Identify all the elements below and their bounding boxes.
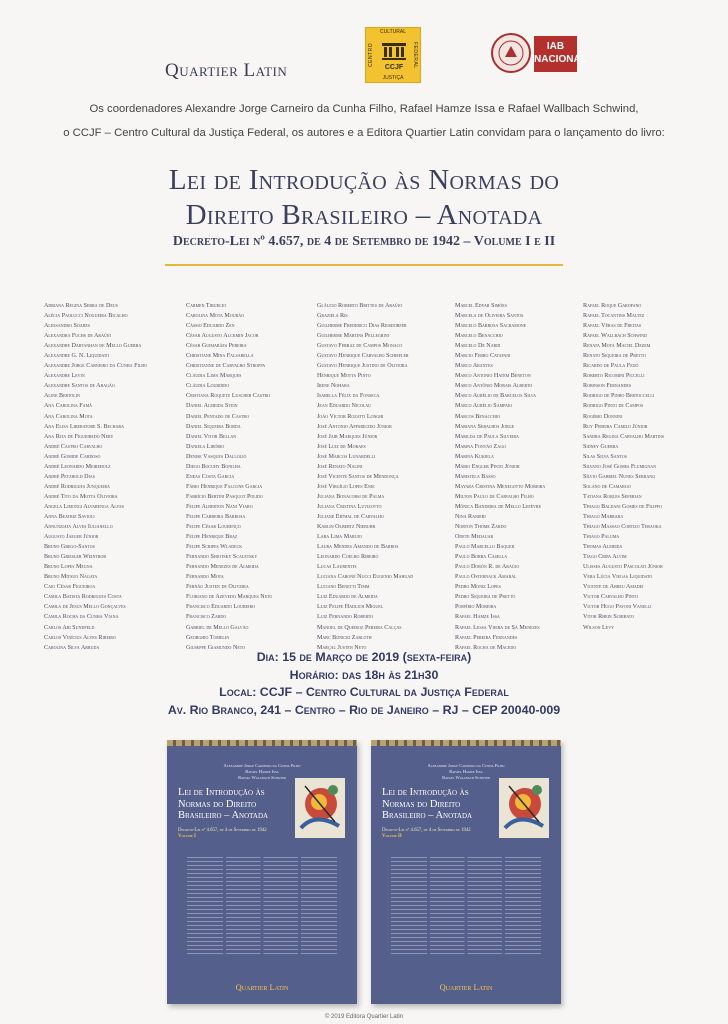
author-name: Mônica Bandeira de Mello Lefèvre: [455, 503, 542, 510]
author-name: Ana Elisa Liberatore S. Bechara: [44, 423, 124, 430]
author-name: Leonardo Coelho Ribeiro: [317, 554, 379, 561]
author-name: Christianne de Carvalho Stroppa: [186, 363, 266, 370]
event-details: [80, 649, 648, 719]
author-name: Renato Siqueira de Pretto: [583, 353, 647, 360]
author-name: Odete Medauar: [455, 534, 494, 541]
author-name: Cláudia Lourdido: [186, 383, 230, 390]
author-name: Luciano Benetti Timm: [317, 584, 370, 591]
author-name: Bruno Grego-Santos: [44, 544, 95, 551]
author-name: Rafael Lessa Vieira de Sá Menezes: [455, 624, 540, 631]
event-time: Horário: das 18h às 21h30: [289, 667, 439, 682]
author-name: Juliana Cristina Luvizotto: [317, 503, 382, 510]
author-name: Cristiana Roquete Luscher Castro: [186, 393, 271, 400]
author-name: Thiago Paluma: [583, 534, 620, 541]
author-name: Fernando Mota: [186, 574, 224, 581]
author-name: Rafael Véras de Freitas: [583, 323, 642, 330]
author-name: Marcel Edvar Simões: [455, 303, 507, 309]
quartier-latin-logo: Quartier Latin: [165, 60, 288, 81]
author-name: Caio César Figueiroa: [44, 584, 96, 591]
book-title-line-1: Lei de Introdução às Normas do: [168, 164, 560, 196]
author-name: Eneas Costa Garcia: [186, 473, 235, 480]
author-name: Augusto Jaeger Júnior: [44, 534, 99, 541]
author-name: Solano de Camargo: [583, 483, 631, 490]
author-name: Felipe Henrique Braz: [186, 534, 238, 541]
author-name: Ulisses Augusto Pascolati Júnior: [583, 564, 663, 571]
cover-publisher: Quartier Latin: [439, 982, 493, 992]
author-name: Robinson Fernandes: [583, 383, 632, 390]
cover-volume: Volume II: [382, 834, 402, 839]
author-name: Guilherme Frederico Dias Reisdorfer: [317, 323, 407, 330]
author-column-3: [317, 301, 413, 653]
author-name: Alexandre G. N. Liquidato: [44, 353, 110, 360]
author-name: Mayara Cristina Menegotto Moreira: [455, 483, 546, 490]
author-name: Norton Thome Zardo: [455, 524, 507, 531]
author-name: Camila Rocha da Cunha Viana: [44, 614, 119, 621]
author-name: Adriana Regina Serra de Deus: [44, 303, 118, 309]
author-name: Fernando Menezes de Almeida: [186, 564, 259, 571]
author-name: César Guimarães Pereira: [186, 343, 247, 350]
author-name: Ana Carolina Famá: [44, 403, 93, 410]
author-name: Lara Lima Marujo: [317, 534, 363, 541]
author-name: Marco Aurélio Sampaio: [455, 403, 513, 410]
cover-title-line-1: Lei de Introdução às: [382, 787, 469, 798]
author-name: Roberto Ricomini Piccelli: [583, 373, 645, 380]
author-name: Mariana Sebalhos Jorge: [455, 423, 515, 430]
author-name: André Castro Carvalho: [44, 443, 103, 450]
cover-title: [382, 787, 492, 822]
author-name: Rafael Rocha de Macedo: [455, 644, 517, 651]
author-name: Alexandra Fuchs de Araújo: [44, 333, 112, 340]
author-name: José Vicente Santos de Mendonça: [317, 473, 399, 480]
author-column-4: [455, 301, 545, 653]
author-name: Luciana Carone Nucci Eugenio Mahuad: [317, 574, 414, 581]
author-name: José Marcos Lunardelli: [317, 453, 376, 460]
iab-seal-icon: [491, 33, 531, 73]
cover-top-band: [371, 740, 561, 746]
cover-title-line-3: Brasileiro – Anotada: [382, 810, 473, 821]
author-name: Sandra Regina Carvalho Martins: [583, 433, 665, 440]
author-name: Daniela Libório: [186, 443, 225, 450]
author-name: Felipe Carreira Barbosa: [186, 513, 246, 520]
cover-decree: Decreto-Lei nº 4.657, de 4 de Setembro de 1942: [178, 828, 267, 833]
author-name: César Augusto Alckmin Jacob: [186, 333, 259, 340]
author-name: Marcio Ferro Catapani: [455, 353, 511, 360]
author-name: Luiz Felipe Hadlich Miguel: [317, 604, 384, 611]
author-name: Marcelo Benacchio: [455, 333, 503, 340]
author-name: Henrique Motta Pinto: [317, 373, 371, 380]
author-name: Milton Paulo de Carvalho Filho: [455, 493, 534, 500]
book-cover-volume-2: [371, 740, 561, 1004]
iab-seal-art: [493, 35, 529, 71]
book-subtitle: Decreto-Lei nº 4.657, de 4 de Setembro de 1942 – Volume I e II: [172, 234, 556, 249]
author-name: Rafael Pereira Fernandes: [455, 634, 518, 641]
author-name: Carlos Ari Sundfeld: [44, 624, 95, 631]
author-name: José Antonio Apparecido Júnior: [317, 423, 392, 430]
author-name: Rafael Hamze Issa: [455, 614, 500, 621]
cover-decree: Decreto-Lei nº 4.657, de 4 de Setembro de 1942: [382, 828, 471, 833]
author-name: Luiz Fernando Roberto: [317, 614, 374, 621]
author-name: Christiane Mina Falsarella: [186, 353, 254, 360]
author-name: Felipe Alberton Nani Viaro: [186, 503, 253, 510]
author-name: Isabella Félix da Fonseca: [317, 393, 380, 400]
author-name: Paulo Osternack Amaral: [455, 574, 517, 581]
author-name: Camila Batista Rodrigues Costa: [44, 594, 122, 601]
author-name: Marina Kukiela: [455, 453, 494, 460]
title-divider: [165, 264, 563, 266]
author-name: Laura Mendes Amando de Barros: [317, 544, 399, 551]
cover-title: [178, 787, 288, 822]
ccjf-logo-left: CENTRO: [368, 42, 374, 68]
cover-author-list-lines: [391, 854, 541, 954]
author-name: André Gomide Cardoso: [44, 453, 101, 460]
iab-nacional-box: [534, 36, 587, 72]
author-name: José Renato Nalini: [317, 463, 363, 470]
author-name: Juliana Bonacorsi de Palma: [317, 493, 385, 500]
author-name: Ana Rita de Figueiredo Nery: [44, 433, 114, 440]
ccjf-building-icon: [378, 40, 410, 72]
author-name: Rafael Tocantins Maltez: [583, 313, 645, 320]
author-name: Thiago Baldani Gomes de Filippo: [583, 503, 662, 510]
author-name: Pedro Siqueira de Pretto: [455, 594, 516, 601]
author-name: Felipe César Lourenço: [186, 524, 241, 531]
author-name: Porfírio Moreira: [455, 604, 497, 611]
author-name: Fábio Henrique Falcone Garcia: [186, 483, 263, 490]
author-name: Lucas Laurentis: [317, 564, 357, 571]
author-name: Tatiana Robles Seferian: [583, 493, 642, 500]
author-name: Alessandro Soares: [44, 323, 90, 330]
author-name: Marco Aurélio de Barcelos Silva: [455, 393, 537, 400]
author-column-1: [44, 301, 147, 653]
author-name: Denise Vasques Dallolio: [186, 453, 247, 460]
cover-artwork-icon: [295, 778, 345, 838]
author-name: Francisco Eduardo Loureiro: [186, 604, 255, 611]
author-name: Marco Antônio Morais Alberto: [455, 383, 533, 390]
author-name: Carlos Vinícius Alves Ribeiro: [44, 634, 116, 641]
author-name: Gustavo Ferraz de Campos Monaco: [317, 343, 403, 350]
author-name: Paulo Dorón R. de Araújo: [455, 564, 520, 571]
author-name: Bruno Mitsuo Nagata: [44, 574, 98, 581]
cover-publisher: Quartier Latin: [235, 982, 289, 992]
author-name: Juliane Erthal de Carvalho: [317, 513, 384, 520]
author-name: Victor Hugo Pavoni Vanelli: [583, 604, 652, 611]
author-name: Diego Bocuhy Bonilha: [186, 463, 241, 470]
author-name: Thomas Almeida: [583, 544, 623, 551]
invitation-text: [40, 97, 688, 145]
author-name: Silas Silva Santos: [583, 453, 628, 460]
ccjf-logo-bottom: JUSTIÇA: [382, 75, 404, 81]
cover-author-2: Rafael Hamze Issa: [245, 769, 279, 774]
author-name: Rafael Wallbach Schwind: [583, 333, 648, 340]
cover-title-line-3: Brasileiro – Anotada: [178, 810, 269, 821]
author-name: João Victor Rozatti Longhi: [317, 413, 384, 420]
author-name: Cláudia Lima Marques: [186, 373, 242, 380]
author-name: Gustavo Henrique Justino de Oliveira: [317, 363, 408, 370]
cover-top-band: [167, 740, 357, 746]
invitation-line-2: o CCJF – Centro Cultural da Justiça Federal, os autores e a Editora Quartier Latin convidam para o lançamento do livro:: [63, 127, 665, 139]
cover-volume: Volume I: [178, 834, 196, 839]
author-name: Camila de Jesus Mello Gonçalves: [44, 604, 126, 611]
author-name: Gustavo Henrique Carvalho Schiefler: [317, 353, 409, 360]
cover-title-line-2: Normas do Direito: [382, 798, 461, 810]
author-name: Thiago Marrara: [583, 513, 624, 520]
book-title-line-2: Direito Brasileiro – Anotada: [185, 199, 543, 231]
author-name: Rodrigo de Pinho Bertoccelli: [583, 393, 655, 400]
author-name: Paulo Marcello Baquer: [455, 544, 515, 551]
ccjf-logo: [365, 27, 421, 83]
author-name: Luiz Eduardo de Almeida: [317, 594, 378, 601]
copyright-footer: © 2019 Editora Quartier Latin: [324, 1014, 404, 1020]
author-name: André Tito da Motta Oliveira: [44, 493, 118, 500]
author-name: Giuseppe Giamundo Neto: [186, 644, 246, 651]
author-name: Floriano de Azevedo Marques Neto: [186, 594, 273, 601]
ccjf-logo-top: CULTURAL: [379, 29, 407, 35]
author-name: Renata Mota Maciel Dezem: [583, 343, 651, 350]
author-name: Anna Beatriz Savioli: [44, 513, 95, 520]
invitation-line-1: Os coordenadores Alexandre Jorge Carneiro da Cunha Filho, Rafael Hamze Issa e Rafael Wallbach Schwind,: [89, 103, 639, 115]
author-name: Marcelo Barbosa Sacramone: [455, 323, 527, 330]
author-name: Alexandre Dartanhan de Mello Guerra: [44, 343, 142, 350]
author-name: Annunziata Alves Iulianello: [44, 524, 113, 531]
author-name: Ana Carolina Mota: [44, 413, 93, 420]
cover-artwork-icon: [499, 778, 549, 838]
author-name: Marina Fontão Zago: [455, 443, 506, 450]
iab-label: IAB: [546, 41, 565, 52]
author-name: Bruno Lopes Megna: [44, 564, 93, 571]
event-place: Local: CCJF – Centro Cultural da Justiça Federal: [219, 685, 509, 699]
author-column-2: [186, 301, 272, 653]
author-name: Marcelo De Nardi: [455, 343, 501, 350]
author-name: Daniel Pentado de Castro: [186, 413, 249, 420]
author-name: Gabriel de Mello Galvão: [186, 624, 249, 631]
author-name: Manoel de Queiroz Pereira Calças: [317, 624, 402, 631]
event-address: Av. Rio Branco, 241 – Centro – Rio de Janeiro – RJ – CEP 20040-009: [167, 702, 561, 717]
author-name: Fernão Justen de Oliveira: [186, 584, 249, 591]
author-name: Marc Bijnicki Zabloth: [317, 634, 372, 641]
author-name: André Leonardo Meireholz: [44, 463, 111, 470]
author-name: Maristela Basso: [455, 473, 496, 480]
event-date: Dia: 15 de Março de 2019 (sexta-feira): [256, 650, 472, 664]
author-name: Alexandre Santos de Aragão: [44, 383, 115, 390]
cover-subtitle: [382, 828, 502, 840]
author-name: André Petzhold Dias: [44, 473, 96, 480]
author-name: Marco Arantes: [455, 363, 493, 370]
author-name: Guilherme Martins Pellegrini: [317, 333, 390, 340]
author-name: Francisco Zardo: [186, 614, 227, 621]
cover-author-list-lines: [187, 854, 337, 954]
cover-title-line-2: Normas do Direito: [178, 798, 257, 810]
author-name: Carolina Mota Mourão: [186, 313, 245, 320]
author-name: Felipe Scripes Wladeck: [186, 544, 243, 551]
author-name: Jean Eduardo Nicolau: [317, 403, 371, 410]
author-name: Vera Lúcia Viegas Liquidato: [583, 574, 653, 581]
author-name: Georghio Tomelin: [186, 634, 230, 641]
author-name: Wilson Levy: [583, 624, 614, 631]
cover-author-2: Rafael Hamze Issa: [449, 769, 483, 774]
cover-subtitle: [178, 828, 298, 840]
author-name: Rafael Roque Garofano: [583, 303, 642, 309]
author-name: Bruno Griesler Weintrob: [44, 554, 107, 561]
book-cover-volume-1: [167, 740, 357, 1004]
author-name: Daniel Almeida Stein: [186, 403, 238, 410]
author-name: Marcos Benacchio: [455, 413, 501, 420]
author-name: Alexandre Levin: [44, 373, 85, 380]
author-name: Pedro Moniz Lopes: [455, 584, 501, 591]
cover-author-1: Alexandre Jorge Carneiro da Cunha Filho: [223, 763, 301, 768]
author-name: Marcela de Oliveira Santos: [455, 313, 524, 320]
cover-author-3: Rafael Wallbach Schwind: [238, 775, 286, 780]
author-name: Alécia Paolucci Nogueira Bicalho: [44, 313, 128, 320]
author-name: Cássio Eduardo Zen: [186, 323, 235, 330]
author-name: Vicente de Abreu Amadei: [583, 584, 644, 591]
author-column-5: [583, 301, 664, 633]
cover-title-line-1: Lei de Introdução às: [178, 787, 265, 798]
author-list: [44, 301, 694, 651]
author-name: Paulo Borba Casella: [455, 554, 508, 561]
author-name: Carolina Silva Arruda: [44, 644, 100, 651]
author-name: Graziela Ris: [317, 313, 348, 320]
author-name: Fabrício Bertini Pasquot Polido: [186, 493, 263, 500]
author-name: Marçal Justen Neto: [317, 644, 367, 651]
author-name: José Virgílio Lopes Enei: [317, 483, 375, 490]
author-name: Tiago Cripa Alvim: [583, 554, 627, 561]
iab-nacional-label: NACIONAL: [534, 54, 587, 65]
ccjf-logo-right: FEDERAL: [412, 41, 418, 69]
cover-author-1: Alexandre Jorge Carneiro da Cunha Filho: [427, 763, 505, 768]
ccjf-logo-mark: CCJF: [384, 64, 404, 71]
author-name: Silvano José Gomes Flumignan: [583, 463, 657, 470]
author-name: Karlin Olbertz Niebuhr: [317, 524, 376, 531]
author-name: Carmen Tiburcio: [186, 303, 227, 309]
author-name: Ruy Pereira Camilo Júnior: [583, 423, 648, 430]
author-name: André Rodrigues Junqueira: [44, 483, 110, 490]
author-name: Mário Engler Pinto Júnior: [455, 463, 520, 470]
author-name: Alexandre Jorge Carneiro da Cunha Filho: [44, 363, 148, 370]
author-name: Irene Nohara: [317, 383, 350, 390]
author-name: Ricardo de Paula Feijó: [583, 363, 639, 370]
author-name: Sílvio Gabriel Nunes Serrano: [583, 473, 656, 480]
author-name: Fernando Shiotsky Scaletsky: [186, 554, 258, 561]
author-name: Daniel Siqueira Borda: [186, 423, 241, 430]
author-name: José Jair Marques Júnior: [317, 433, 378, 440]
author-name: Nina Ranieri: [455, 513, 486, 520]
author-name: Rogério Donnini: [583, 413, 623, 420]
author-name: Daniel Vitor Bellan: [186, 433, 237, 440]
author-name: Marco Antonio Hatem Beneton: [455, 373, 531, 380]
cover-author-3: Rafael Wallbach Schwind: [442, 775, 490, 780]
book-title: [60, 163, 668, 233]
author-name: Aline Bertolin: [44, 393, 80, 400]
author-name: Gláucio Roberto Brittes de Araújo: [317, 303, 403, 309]
author-name: Vitor Rhein Schirato: [583, 614, 634, 621]
author-name: Sidney Guerra: [583, 443, 619, 450]
author-name: Thiago Massao Cortizo Teraoka: [583, 524, 662, 531]
author-name: Marilda de Paula Silveira: [455, 433, 519, 440]
author-name: José Luiz de Moraes: [317, 443, 366, 450]
author-name: Rodrigo Pinto de Campos: [583, 403, 644, 410]
author-name: Angela Limongi Alvarenga Alves: [44, 503, 125, 510]
author-name: Victor Carvalho Pinto: [583, 594, 639, 601]
